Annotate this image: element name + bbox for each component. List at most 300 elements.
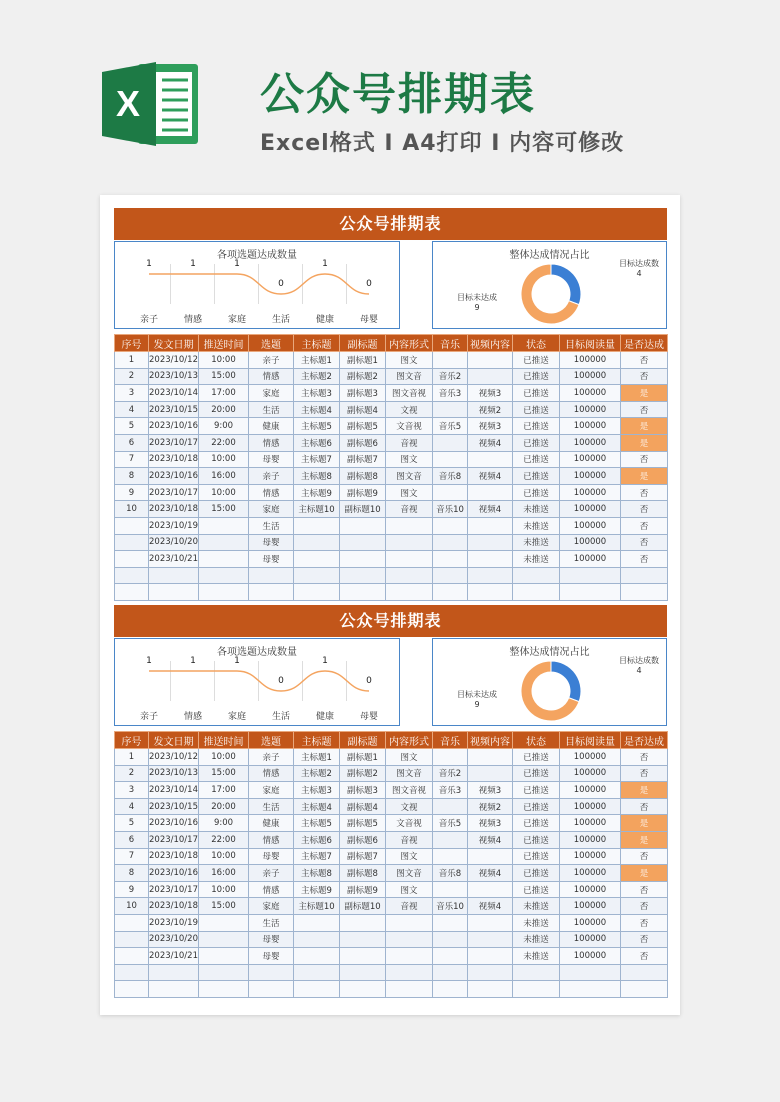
table-cell[interactable]: 2023/10/20	[149, 534, 199, 551]
table-cell[interactable]: 否	[621, 931, 668, 948]
table-cell[interactable]: 2023/10/12	[149, 352, 199, 369]
table-cell[interactable]	[199, 567, 249, 584]
column-header[interactable]: 主标题	[294, 732, 340, 749]
table-cell[interactable]: 主标题5	[294, 418, 340, 435]
table-cell[interactable]	[340, 964, 386, 981]
table-cell[interactable]: 10:00	[199, 848, 249, 865]
table-cell[interactable]	[115, 534, 149, 551]
table-cell[interactable]: 20:00	[199, 798, 249, 815]
table-cell[interactable]: 主标题8	[294, 468, 340, 485]
table-cell[interactable]: 16:00	[199, 865, 249, 882]
table-cell[interactable]: 图文	[386, 451, 433, 468]
table-cell[interactable]: 是	[621, 782, 668, 799]
table-cell[interactable]	[560, 567, 621, 584]
table-cell[interactable]	[199, 584, 249, 601]
table-cell[interactable]: 音乐10	[433, 501, 468, 518]
table-cell[interactable]: 2023/10/21	[149, 948, 199, 965]
table-cell[interactable]: 22:00	[199, 831, 249, 848]
table-cell[interactable]: 图文音	[386, 765, 433, 782]
table-cell[interactable]	[294, 551, 340, 568]
table-cell[interactable]: 主标题4	[294, 401, 340, 418]
table-cell[interactable]	[199, 964, 249, 981]
table-cell[interactable]: 文音视	[386, 418, 433, 435]
table-cell[interactable]: 否	[621, 451, 668, 468]
table-cell[interactable]: 100000	[560, 468, 621, 485]
table-cell[interactable]: 未推送	[513, 898, 560, 915]
column-header[interactable]: 副标题	[340, 732, 386, 749]
table-cell[interactable]	[468, 551, 513, 568]
table-cell[interactable]: 未推送	[513, 948, 560, 965]
table-cell[interactable]: 母婴	[249, 551, 294, 568]
table-cell[interactable]: 否	[621, 765, 668, 782]
table-cell[interactable]: 主标题1	[294, 352, 340, 369]
column-header[interactable]: 视频内容	[468, 335, 513, 352]
table-cell[interactable]: 2023/10/15	[149, 798, 199, 815]
table-cell[interactable]: 生活	[249, 401, 294, 418]
table-cell[interactable]: 2023/10/20	[149, 931, 199, 948]
table-cell[interactable]: 音乐3	[433, 782, 468, 799]
table-cell[interactable]: 是	[621, 418, 668, 435]
table-cell[interactable]: 2023/10/13	[149, 368, 199, 385]
table-cell[interactable]: 亲子	[249, 749, 294, 766]
column-header[interactable]: 选题	[249, 335, 294, 352]
table-cell[interactable]	[386, 567, 433, 584]
column-header[interactable]: 目标阅读量	[560, 732, 621, 749]
table-cell[interactable]: 音乐8	[433, 865, 468, 882]
table-cell[interactable]: 是	[621, 815, 668, 832]
table-cell[interactable]	[468, 584, 513, 601]
table-cell[interactable]: 100000	[560, 831, 621, 848]
table-cell[interactable]	[468, 948, 513, 965]
table-cell[interactable]: 7	[115, 848, 149, 865]
table-cell[interactable]: 否	[621, 517, 668, 534]
table-cell[interactable]	[621, 981, 668, 998]
column-header[interactable]: 内容形式	[386, 335, 433, 352]
table-cell[interactable]: 100000	[560, 782, 621, 799]
table-cell[interactable]: 主标题1	[294, 749, 340, 766]
table-cell[interactable]: 否	[621, 401, 668, 418]
table-cell[interactable]: 2023/10/17	[149, 831, 199, 848]
table-cell[interactable]: 2023/10/17	[149, 881, 199, 898]
table-cell[interactable]: 8	[115, 865, 149, 882]
column-header[interactable]: 推送时间	[199, 335, 249, 352]
table-cell[interactable]: 文视	[386, 401, 433, 418]
table-cell[interactable]: 母婴	[249, 534, 294, 551]
table-cell[interactable]: 家庭	[249, 501, 294, 518]
table-cell[interactable]: 已推送	[513, 848, 560, 865]
column-header[interactable]: 状态	[513, 335, 560, 352]
table-cell[interactable]: 视频3	[468, 782, 513, 799]
table-cell[interactable]: 100000	[560, 434, 621, 451]
table-cell[interactable]	[560, 584, 621, 601]
table-cell[interactable]: 8	[115, 468, 149, 485]
table-cell[interactable]: 未推送	[513, 534, 560, 551]
table-cell[interactable]: 未推送	[513, 551, 560, 568]
table-cell[interactable]: 音视	[386, 898, 433, 915]
table-cell[interactable]: 已推送	[513, 352, 560, 369]
table-cell[interactable]: 2	[115, 765, 149, 782]
table-cell[interactable]	[433, 749, 468, 766]
table-cell[interactable]: 2023/10/18	[149, 848, 199, 865]
table-cell[interactable]: 已推送	[513, 798, 560, 815]
table-cell[interactable]: 5	[115, 418, 149, 435]
table-cell[interactable]: 音乐2	[433, 368, 468, 385]
table-cell[interactable]: 10	[115, 501, 149, 518]
table-cell[interactable]	[433, 914, 468, 931]
table-cell[interactable]: 主标题3	[294, 782, 340, 799]
table-cell[interactable]: 是	[621, 385, 668, 402]
table-cell[interactable]: 图文	[386, 484, 433, 501]
table-cell[interactable]	[468, 517, 513, 534]
table-cell[interactable]	[621, 567, 668, 584]
table-cell[interactable]: 否	[621, 798, 668, 815]
table-cell[interactable]	[149, 981, 199, 998]
table-cell[interactable]: 否	[621, 848, 668, 865]
table-cell[interactable]: 是	[621, 831, 668, 848]
table-cell[interactable]	[386, 584, 433, 601]
table-cell[interactable]: 100000	[560, 881, 621, 898]
table-cell[interactable]	[294, 534, 340, 551]
table-cell[interactable]	[115, 931, 149, 948]
table-cell[interactable]	[340, 567, 386, 584]
table-cell[interactable]: 2023/10/17	[149, 484, 199, 501]
table-cell[interactable]	[621, 584, 668, 601]
table-cell[interactable]: 2023/10/17	[149, 434, 199, 451]
table-cell[interactable]: 主标题8	[294, 865, 340, 882]
table-cell[interactable]: 视频2	[468, 401, 513, 418]
table-cell[interactable]: 否	[621, 551, 668, 568]
table-cell[interactable]: 副标题1	[340, 352, 386, 369]
table-cell[interactable]	[199, 551, 249, 568]
table-cell[interactable]: 已推送	[513, 418, 560, 435]
table-cell[interactable]: 100000	[560, 352, 621, 369]
table-cell[interactable]: 母婴	[249, 848, 294, 865]
table-cell[interactable]: 情感	[249, 881, 294, 898]
table-cell[interactable]: 视频4	[468, 865, 513, 882]
table-cell[interactable]: 100000	[560, 898, 621, 915]
table-cell[interactable]: 100000	[560, 484, 621, 501]
table-cell[interactable]: 视频4	[468, 468, 513, 485]
table-cell[interactable]: 已推送	[513, 782, 560, 799]
table-cell[interactable]	[433, 551, 468, 568]
table-cell[interactable]: 2023/10/18	[149, 898, 199, 915]
table-cell[interactable]: 健康	[249, 418, 294, 435]
table-cell[interactable]	[340, 914, 386, 931]
table-cell[interactable]: 已推送	[513, 865, 560, 882]
table-cell[interactable]: 20:00	[199, 401, 249, 418]
table-cell[interactable]: 副标题6	[340, 434, 386, 451]
table-cell[interactable]: 已推送	[513, 451, 560, 468]
table-cell[interactable]: 音乐10	[433, 898, 468, 915]
table-cell[interactable]: 2023/10/14	[149, 385, 199, 402]
table-cell[interactable]	[513, 964, 560, 981]
table-cell[interactable]: 未推送	[513, 517, 560, 534]
table-cell[interactable]	[115, 584, 149, 601]
table-cell[interactable]: 100000	[560, 385, 621, 402]
table-cell[interactable]: 已推送	[513, 881, 560, 898]
table-cell[interactable]	[294, 517, 340, 534]
table-cell[interactable]	[149, 567, 199, 584]
table-cell[interactable]: 图文音视	[386, 385, 433, 402]
table-cell[interactable]	[468, 534, 513, 551]
table-cell[interactable]	[468, 981, 513, 998]
table-cell[interactable]: 5	[115, 815, 149, 832]
table-cell[interactable]	[468, 848, 513, 865]
column-header[interactable]: 内容形式	[386, 732, 433, 749]
table-cell[interactable]	[115, 551, 149, 568]
table-cell[interactable]: 4	[115, 798, 149, 815]
table-cell[interactable]: 2023/10/16	[149, 865, 199, 882]
table-cell[interactable]: 22:00	[199, 434, 249, 451]
table-cell[interactable]: 已推送	[513, 385, 560, 402]
table-cell[interactable]: 10:00	[199, 451, 249, 468]
table-cell[interactable]: 母婴	[249, 451, 294, 468]
column-header[interactable]: 推送时间	[199, 732, 249, 749]
table-cell[interactable]	[468, 484, 513, 501]
table-cell[interactable]: 15:00	[199, 368, 249, 385]
table-cell[interactable]: 副标题4	[340, 798, 386, 815]
table-cell[interactable]: 15:00	[199, 898, 249, 915]
table-cell[interactable]	[433, 534, 468, 551]
table-cell[interactable]	[468, 567, 513, 584]
column-header[interactable]: 发文日期	[149, 732, 199, 749]
table-cell[interactable]: 生活	[249, 798, 294, 815]
table-cell[interactable]	[386, 551, 433, 568]
table-cell[interactable]: 10:00	[199, 881, 249, 898]
table-cell[interactable]	[294, 964, 340, 981]
table-cell[interactable]: 否	[621, 501, 668, 518]
table-cell[interactable]: 3	[115, 782, 149, 799]
table-cell[interactable]: 15:00	[199, 765, 249, 782]
table-cell[interactable]	[386, 948, 433, 965]
table-cell[interactable]	[199, 931, 249, 948]
table-cell[interactable]: 6	[115, 831, 149, 848]
table-cell[interactable]: 副标题9	[340, 881, 386, 898]
table-cell[interactable]: 副标题6	[340, 831, 386, 848]
table-cell[interactable]	[149, 584, 199, 601]
table-cell[interactable]: 已推送	[513, 831, 560, 848]
table-cell[interactable]: 100000	[560, 501, 621, 518]
table-cell[interactable]: 音乐5	[433, 815, 468, 832]
table-cell[interactable]	[433, 584, 468, 601]
table-cell[interactable]: 已推送	[513, 434, 560, 451]
table-cell[interactable]	[340, 981, 386, 998]
column-header[interactable]: 是否达成	[621, 732, 668, 749]
table-cell[interactable]	[340, 948, 386, 965]
table-cell[interactable]: 情感	[249, 368, 294, 385]
table-cell[interactable]: 视频4	[468, 501, 513, 518]
table-cell[interactable]: 6	[115, 434, 149, 451]
table-cell[interactable]: 主标题2	[294, 368, 340, 385]
table-cell[interactable]: 17:00	[199, 782, 249, 799]
table-cell[interactable]: 未推送	[513, 501, 560, 518]
table-cell[interactable]: 副标题4	[340, 401, 386, 418]
table-cell[interactable]: 视频4	[468, 434, 513, 451]
table-cell[interactable]	[560, 981, 621, 998]
table-cell[interactable]: 100000	[560, 815, 621, 832]
table-cell[interactable]: 2023/10/16	[149, 815, 199, 832]
table-cell[interactable]	[115, 567, 149, 584]
table-cell[interactable]: 已推送	[513, 401, 560, 418]
table-cell[interactable]: 主标题10	[294, 898, 340, 915]
table-cell[interactable]: 10:00	[199, 484, 249, 501]
column-header[interactable]: 目标阅读量	[560, 335, 621, 352]
table-cell[interactable]: 生活	[249, 517, 294, 534]
table-cell[interactable]	[199, 981, 249, 998]
table-cell[interactable]: 视频3	[468, 815, 513, 832]
table-cell[interactable]: 生活	[249, 914, 294, 931]
table-cell[interactable]	[115, 964, 149, 981]
table-cell[interactable]: 文视	[386, 798, 433, 815]
table-cell[interactable]: 10:00	[199, 352, 249, 369]
table-cell[interactable]	[468, 881, 513, 898]
table-cell[interactable]: 100000	[560, 401, 621, 418]
table-cell[interactable]	[513, 567, 560, 584]
table-cell[interactable]: 副标题9	[340, 484, 386, 501]
table-cell[interactable]: 未推送	[513, 931, 560, 948]
table-cell[interactable]: 100000	[560, 914, 621, 931]
table-cell[interactable]: 100000	[560, 368, 621, 385]
table-cell[interactable]: 已推送	[513, 484, 560, 501]
table-cell[interactable]: 9	[115, 484, 149, 501]
table-cell[interactable]: 100000	[560, 551, 621, 568]
table-cell[interactable]	[468, 964, 513, 981]
table-cell[interactable]: 100000	[560, 948, 621, 965]
table-cell[interactable]: 100000	[560, 865, 621, 882]
table-cell[interactable]: 副标题5	[340, 815, 386, 832]
table-cell[interactable]: 副标题8	[340, 865, 386, 882]
table-cell[interactable]: 否	[621, 898, 668, 915]
table-cell[interactable]: 是	[621, 434, 668, 451]
table-cell[interactable]	[340, 517, 386, 534]
table-cell[interactable]	[340, 931, 386, 948]
column-header[interactable]: 音乐	[433, 335, 468, 352]
table-cell[interactable]: 音乐2	[433, 765, 468, 782]
table-cell[interactable]: 2023/10/18	[149, 501, 199, 518]
table-cell[interactable]: 2	[115, 368, 149, 385]
column-header[interactable]: 音乐	[433, 732, 468, 749]
table-cell[interactable]: 2023/10/19	[149, 517, 199, 534]
table-cell[interactable]: 主标题6	[294, 831, 340, 848]
table-cell[interactable]: 副标题8	[340, 468, 386, 485]
table-cell[interactable]: 家庭	[249, 385, 294, 402]
table-cell[interactable]: 否	[621, 749, 668, 766]
table-cell[interactable]: 已推送	[513, 468, 560, 485]
table-cell[interactable]: 副标题7	[340, 451, 386, 468]
table-cell[interactable]: 副标题2	[340, 368, 386, 385]
table-cell[interactable]	[115, 517, 149, 534]
table-cell[interactable]: 100000	[560, 765, 621, 782]
table-cell[interactable]	[433, 567, 468, 584]
table-cell[interactable]: 主标题7	[294, 451, 340, 468]
column-header[interactable]: 序号	[115, 732, 149, 749]
table-cell[interactable]	[468, 765, 513, 782]
table-cell[interactable]: 视频2	[468, 798, 513, 815]
table-cell[interactable]: 副标题5	[340, 418, 386, 435]
table-cell[interactable]: 否	[621, 484, 668, 501]
table-cell[interactable]: 主标题9	[294, 881, 340, 898]
table-cell[interactable]: 3	[115, 385, 149, 402]
table-cell[interactable]: 2023/10/16	[149, 468, 199, 485]
column-header[interactable]: 视频内容	[468, 732, 513, 749]
table-cell[interactable]	[294, 948, 340, 965]
table-cell[interactable]	[433, 484, 468, 501]
table-cell[interactable]	[513, 981, 560, 998]
table-cell[interactable]: 图文	[386, 881, 433, 898]
table-cell[interactable]: 16:00	[199, 468, 249, 485]
table-cell[interactable]: 否	[621, 352, 668, 369]
table-cell[interactable]	[115, 981, 149, 998]
table-cell[interactable]	[468, 368, 513, 385]
table-cell[interactable]	[433, 831, 468, 848]
table-cell[interactable]: 已推送	[513, 815, 560, 832]
table-cell[interactable]	[433, 964, 468, 981]
column-header[interactable]: 是否达成	[621, 335, 668, 352]
table-cell[interactable]	[199, 534, 249, 551]
table-cell[interactable]	[294, 931, 340, 948]
table-cell[interactable]	[199, 914, 249, 931]
table-cell[interactable]: 音视	[386, 831, 433, 848]
table-cell[interactable]: 亲子	[249, 352, 294, 369]
table-cell[interactable]	[149, 964, 199, 981]
column-header[interactable]: 状态	[513, 732, 560, 749]
table-cell[interactable]: 情感	[249, 434, 294, 451]
table-cell[interactable]: 图文音	[386, 865, 433, 882]
table-cell[interactable]: 视频4	[468, 831, 513, 848]
table-cell[interactable]	[433, 981, 468, 998]
table-cell[interactable]: 图文	[386, 749, 433, 766]
table-cell[interactable]: 文音视	[386, 815, 433, 832]
table-cell[interactable]: 2023/10/21	[149, 551, 199, 568]
table-cell[interactable]: 15:00	[199, 501, 249, 518]
table-cell[interactable]: 主标题10	[294, 501, 340, 518]
table-cell[interactable]: 1	[115, 749, 149, 766]
table-cell[interactable]: 否	[621, 881, 668, 898]
table-cell[interactable]: 已推送	[513, 368, 560, 385]
table-cell[interactable]	[433, 848, 468, 865]
table-cell[interactable]: 2023/10/13	[149, 765, 199, 782]
table-cell[interactable]: 副标题3	[340, 782, 386, 799]
table-cell[interactable]	[386, 931, 433, 948]
table-cell[interactable]	[340, 534, 386, 551]
table-cell[interactable]	[294, 567, 340, 584]
table-cell[interactable]: 100000	[560, 848, 621, 865]
table-cell[interactable]: 副标题3	[340, 385, 386, 402]
table-cell[interactable]: 1	[115, 352, 149, 369]
table-cell[interactable]	[433, 517, 468, 534]
table-cell[interactable]: 10	[115, 898, 149, 915]
table-cell[interactable]: 亲子	[249, 468, 294, 485]
column-header[interactable]: 选题	[249, 732, 294, 749]
column-header[interactable]: 序号	[115, 335, 149, 352]
table-cell[interactable]: 情感	[249, 765, 294, 782]
table-cell[interactable]: 图文	[386, 352, 433, 369]
table-cell[interactable]: 2023/10/14	[149, 782, 199, 799]
table-cell[interactable]: 2023/10/16	[149, 418, 199, 435]
table-cell[interactable]: 图文	[386, 848, 433, 865]
table-cell[interactable]: 4	[115, 401, 149, 418]
table-cell[interactable]: 100000	[560, 798, 621, 815]
table-cell[interactable]: 情感	[249, 484, 294, 501]
table-cell[interactable]: 亲子	[249, 865, 294, 882]
table-cell[interactable]	[433, 948, 468, 965]
table-cell[interactable]: 母婴	[249, 931, 294, 948]
table-cell[interactable]: 视频3	[468, 418, 513, 435]
table-cell[interactable]	[386, 914, 433, 931]
table-cell[interactable]: 音乐3	[433, 385, 468, 402]
table-cell[interactable]: 否	[621, 948, 668, 965]
table-cell[interactable]	[433, 931, 468, 948]
